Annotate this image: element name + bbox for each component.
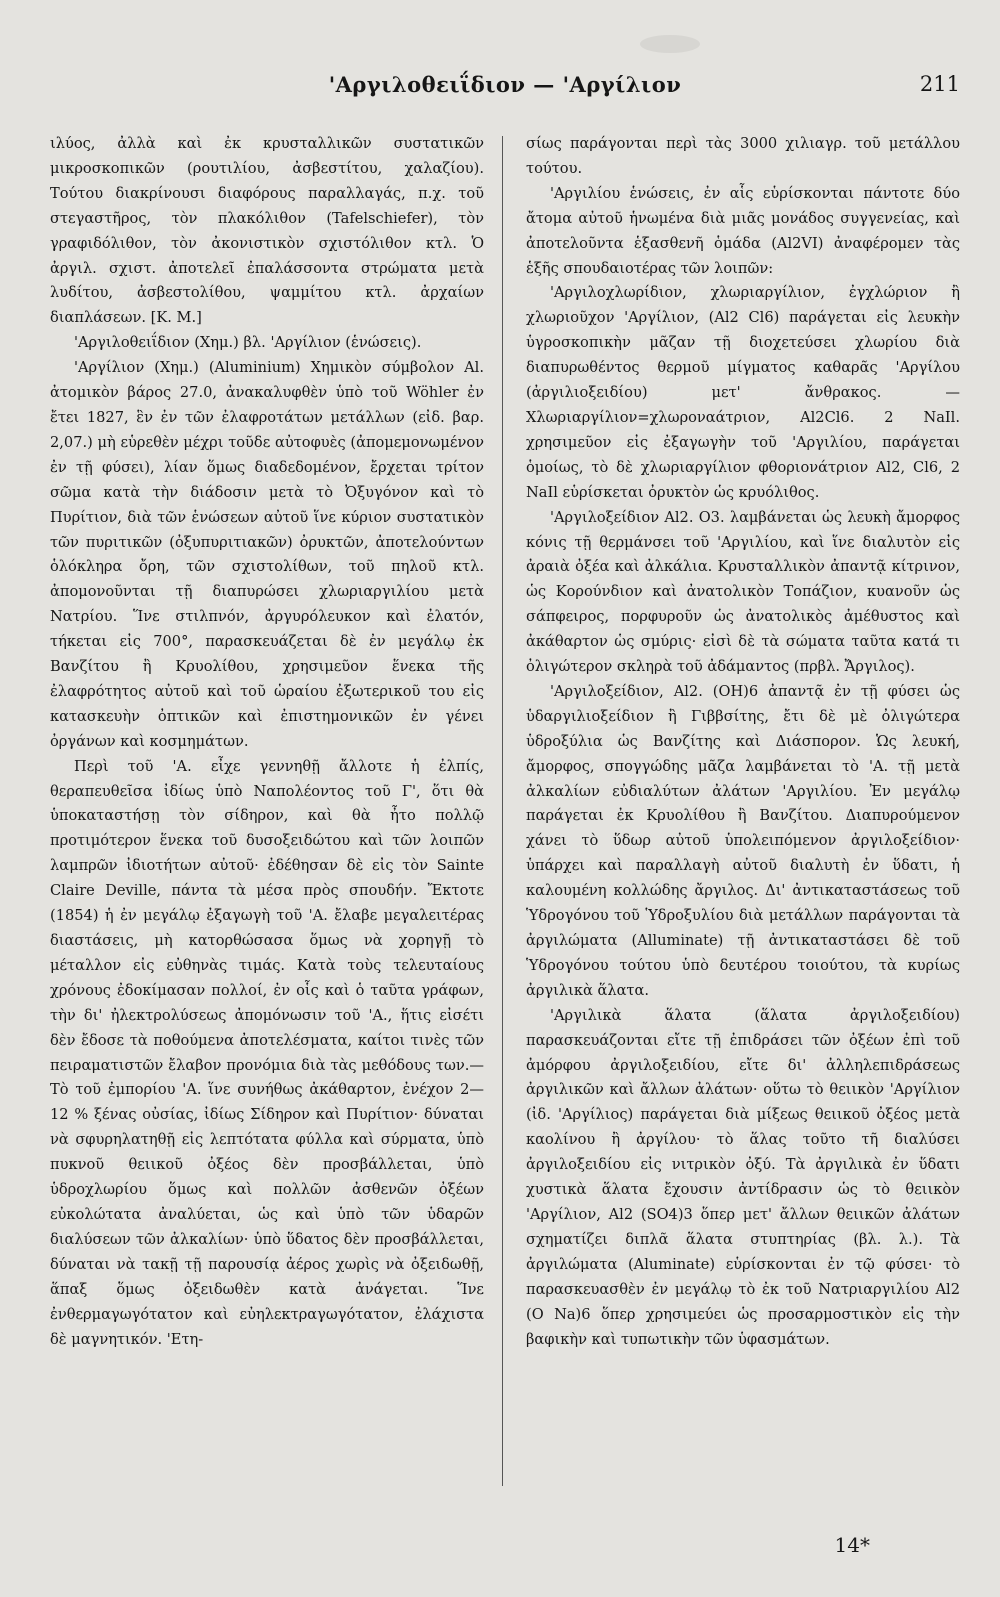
entry-argiloxeidion: 'Αργιλοξείδιον Al2. O3. λαμβάνεται ὡς λευκὴ ἄμορφος κόνις τῇ θερμάνσει τοῦ 'Αργιλίου, καὶ ἵνε διαλυτὸν εἰς ἀραιὰ ὀξέα καὶ ἀλκάλια. Κρυσταλλικὸν ἀπαντᾷ κίτρινον, ὡς Κορούνδιον καὶ ἀνατολικὸν Τοπάζιον, κυανοῦν ὡς σάπφειρος, πορφυροῦν ὡς ἀνατολικὸς ἀμέθυστος καὶ ἀκάθαρτον ὡς σμύρις· εἰσὶ δὲ τὰ σώματα ταῦτα κατά τι ὀλιγώτερον σκληρὰ τοῦ ἀδάμαντος (πρβλ. Ἄργιλος). [526, 508, 960, 676]
signature-mark: 14* [834, 1533, 870, 1557]
entry-argilochloridion: 'Αργιλοχλωρίδιον, χλωριαργίλιον, ἐγχλώριον ἢ χλωριοῦχον 'Αργίλιον, (Al2 Cl6) παράγεται εἰς λευκὴν ὑγροσκοπικὴν μᾶζαν τῇ διοχετεύσει χλωρίου διὰ διαπυρωθέντος θερμοῦ μίγματος καθαρᾶς 'Αργίλου (ἀργιλιοξειδίου) μετ' ἄνθρακος. — Χλωριαργίλιον=χλωροναάτριον, Al2Cl6. 2 NaIl. χρησιμεῦον εἰς ἐξαγωγὴν τοῦ 'Αργιλίου, παράγεται ὁμοίως, τὸ δὲ χλωριαργίλιον φθοριονάτριον Al2, Cl6, 2 NaIl εὑρίσκεται ὀρυκτὸν ὡς κρυόλιθος. [526, 284, 960, 501]
column-divider [502, 136, 503, 1486]
running-title: 'Αργιλοθειΐδιον — 'Αργίλιον [328, 72, 682, 97]
two-column-body [50, 132, 960, 1352]
right-column [526, 132, 960, 1352]
page-number: 211 [919, 72, 960, 96]
left-column [50, 132, 484, 1352]
paragraph: Περὶ τοῦ 'Α. εἶχε γεννηθῇ ἄλλοτε ἡ ἐλπίς, θεραπευθεῖσα ἰδίως ὑπὸ Ναπολέοντος τοῦ Γ', ὅτι θὰ ὑποκαταστήσῃ τὸν σίδηρον, καὶ θὰ ἦτο πολλῷ προτιμότερον ἕνεκα τοῦ δυσοξειδώτου καὶ τῶν λοιπῶν λαμπρῶν ἰδιοτήτων αὐτοῦ· ἐδέθησαν δὲ εἰς τὸν Sainte Claire Deville, πάντα τὰ μέσα πρὸς σπουδήν. Ἔκτοτε (1854) ἡ ἐν μεγάλῳ ἐξαγωγὴ τοῦ 'Α. ἔλαβε μεγαλειτέρας διαστάσεις, μὴ κατορθώσασα ὅμως νὰ χορηγῇ τὸ μέταλλον εἰς εὐθηνὰς τιμάς. Κατὰ τοὺς τελευταίους χρόνους ἐδοκίμασαν πολλοί, ἐν οἷς καὶ ὁ ταῦτα γράφων, τὴν δι' ἠλεκτρολύσεως ἀπομόνωσιν τοῦ 'Α., ἥτις εἰσέτι δὲν ἔδοσε τὰ ποθούμενα ἀποτελέσματα, καίτοι τινὲς τῶν πειραματιστῶν ἔλαβον προνόμια διὰ τὰς μεθόδους των.—Τὸ τοῦ ἐμπορίου 'Α. ἵνε συνήθως ἀκάθαρτον, ἐνέχον 2—12 % ξένας οὐσίας, ἰδίως Σίδηρον καὶ Πυρίτιον· δύναται νὰ σφυρηλατηθῇ εἰς λεπτότατα φύλλα καὶ σύρματα, ὑπὸ πυκνοῦ θειικοῦ ὀξέος δὲν προσβάλλεται, ὑπὸ ὑδροχλωρίου ὅμως καὶ πολλῶν ἀσθενῶν ὀξέων εὐκολώτατα ἀναλύεται, ὡς καὶ ὑπὸ τῶν ὑδαρῶν διαλύσεων τῶν ἀλκαλίων· ὑπὸ ὕδατος δὲν προσβάλλεται, δύναται νὰ τακῇ τῇ παρουσίᾳ ἀέρος χωρὶς νὰ ὀξειδωθῇ, ἅπαξ ὅμως ὀξειδωθὲν κατὰ ἀνάγεται. Ἵνε ἐνθερμαγωγότατον καὶ εὐηλεκτραγωγότατον, ἐλάχιστα δὲ μαγνητικόν. 'Ετη- [50, 757, 484, 1348]
entry-argilika-alata: 'Αργιλικὰ ἅλατα (ἅλατα ἀργιλοξειδίου) παρασκευάζονται εἴτε τῇ ἐπιδράσει τῶν ὀξέων ἐπὶ τοῦ ἀμόρφου ἀργιλοξειδίου, εἴτε δι' ἀλληλεπιδράσεως ἀργιλικῶν καὶ ἄλλων ἀλάτων· οὕτω τὸ θειικὸν 'Αργίλιον (ἰδ. 'Αργίλιος) παράγεται διὰ μίξεως θειικοῦ ὀξέος μετὰ καολίνου ἢ ἀργίλου· τὸ ἅλας τοῦτο τῆ διαλύσει ἀργιλοξειδίου εἰς νιτρικὸν ὀξύ. Τὰ ἀργιλικὰ ἐν ὕδατι χυστικὰ ἅλατα ἔχουσιν ἀντίδρασιν ὡς τὸ θειικὸν 'Αργίλιον, Al2 (SO4)3 ὅπερ μετ' ἄλλων θειικῶν ἀλάτων σχηματίζει διπλᾶ ἅλατα στυπτηρίας (βλ. λ.). Τὰ ἀργιλώματα (Aluminate) εὑρίσκονται ἐν τῷ φύσει· τὸ παρασκευασθὲν ἐν μεγάλῳ τὸ ἐκ τοῦ Νατριαργιλίου Al2 (O Na)6 ὅπερ χρησιμεύει ὡς προσαρμοστικὸν εἰς τὴν βαφικὴν καὶ τυπωτικὴν τῶν ὑφασμάτων. [526, 1006, 960, 1348]
entry-argiliou-enoseis: 'Αργιλίου ἑνώσεις, ἐν αἷς εὑρίσκονται πάντοτε δύο ἄτομα αὐτοῦ ἡνωμένα διὰ μιᾶς μονάδος συγγενείας, καὶ ἀποτελοῦντα ἑξασθενῆ ὁμάδα (Al2VI) ἀναφέρομεν τὰς ἑξῆς σπουδαιοτέρας τῶν λοιπῶν: [526, 184, 960, 277]
running-header [50, 72, 960, 112]
entry-argilotheiidion: 'Αργιλοθειΐδιον (Χημ.) βλ. 'Αργίλιον (ἑνώσεις). [74, 334, 422, 352]
entry-argiloxeidion-hydroxide: 'Αργιλοξείδιον, Al2. (OH)6 ἀπαντᾷ ἐν τῇ φύσει ὡς ὑδαργιλιοξείδιον ἢ Γιββσίτης, ἔτι δὲ μὲ ὀλιγώτερα ὑδροξύλια ὡς Βανζίτης καὶ Διάσπορον. Ὡς λευκή, ἄμορφος, σπογγώδης μᾶζα λαμβάνεται τὸ 'Α. τῇ μετὰ ἀλκαλίων εὐδιαλύτων ἀλάτων 'Αργιλίου. Ἐν μεγάλῳ παράγεται ἐκ Κρυολίθου ἢ Βανζίτου. Διαπυρούμενον χάνει τὸ ὕδωρ αὐτοῦ ὑπολειπόμενον ἀργιλοξείδιον· ὑπάρχει καὶ παραλλαγὴ αὐτοῦ διαλυτὴ ἐν ὕδατι, ἡ καλουμένη κολλώδης ἄργιλος. Δι' ἀντικαταστάσεως τοῦ Ὑδρογόνου τοῦ Ὑδροξυλίου διὰ μετάλλων παράγονται τὰ ἀργιλώματα (Alluminate) τῇ ἀντικαταστάσει δὲ τοῦ Ὑδρογόνου τούτου ὑπὸ δευτέρου τοιούτου, τὰ κυρίως ἀργιλικὰ ἅλατα. [526, 682, 960, 999]
paragraph: σίως παράγονται περὶ τὰς 3000 χιλιαγρ. τοῦ μετάλλου τούτου. [526, 135, 960, 177]
paper-stain [640, 35, 700, 53]
paragraph: ιλύος, ἀλλὰ καὶ ἐκ κρυσταλλικῶν συστατικῶν μικροσκοπικῶν (ρουτιλίου, ἀσβεστίτου, χαλαζίου). Τούτου διακρίνουσι διαφόρους παραλλαγάς, π.χ. τοῦ στεγαστῆρος, τὸν πλακόλιθον (Tafelschiefer), τὸν γραφιδόλιθον, τὸν ἀκονιστικὸν σχιστόλιθον κτλ. Ὁ ἀργιλ. σχιστ. ἀποτελεῖ ἐπαλάσσοντα στρώματα μετὰ λυδίτου, ἀσβεστολίθου, ψαμμίτου κτλ. ἀρχαίων διαπλάσεων. [Κ. Μ.] [50, 135, 484, 327]
entry-argilion: 'Αργίλιον (Χημ.) (Aluminium) Χημικὸν σύμβολον Al. ἀτομικὸν βάρος 27.0, ἀνακαλυφθὲν ὑπὸ τοῦ Wöhler ἐν ἔτει 1827, ἓν ἐν τῶν ἐλαφροτάτων μετάλλων (εἰδ. βαρ. 2,07.) μὴ εὑρεθὲν μέχρι τοῦδε αὐτοφυὲς (ἀπομεμονωμένον ἐν τῇ φύσει), λίαν ὅμως διαδεδομένον, ἔρχεται τρίτον σῶμα κατὰ τὴν διάδοσιν μετὰ τὸ Ὀξυγόνον καὶ τὸ Πυρίτιον, διὰ τῶν ἑνώσεων αὐτοῦ ἵνε κύριον συστατικὸν τῶν πυριτικῶν (ὀξυπυριτιακῶν) ὀρυκτῶν, ἀποτελούντων ὁλόκληρα ὄρη, τῶν σχιστολίθων, τοῦ πηλοῦ κτλ. ἀπομονοῦνται τῇ διαπυρώσει χλωριαργιλίου μετὰ Νατρίου. Ἵνε στιλπνόν, ἀργυρόλευκον καὶ ἐλατόν, τήκεται εἰς 700°, παρασκευάζεται δὲ ἐν μεγάλῳ ἐκ Βανζίτου ἢ Κρυολίθου, χρησιμεῦον ἕνεκα τῆς ἐλαφρότητος αὐτοῦ καὶ τοῦ ὡραίου ἐξωτερικοῦ του εἰς κατασκευὴν ὀπτικῶν καὶ ἐπιστημονικῶν ἐν γένει ὀργάνων καὶ κοσμημάτων. [50, 359, 484, 750]
